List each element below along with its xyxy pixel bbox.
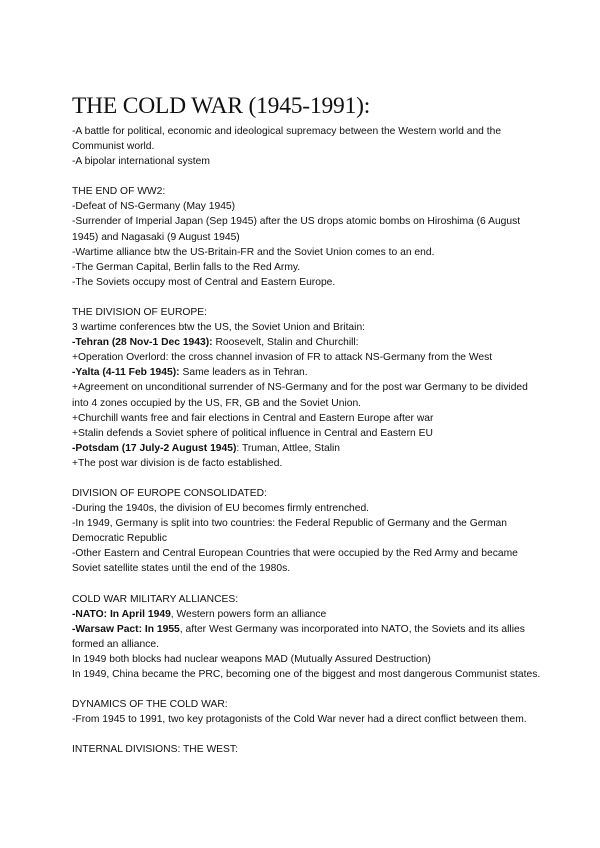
ww2-section [72,184,542,290]
ww2-line: -The Soviets occupy most of Central and Eastern Europe. [72,276,336,288]
warsaw-line [72,622,542,652]
consolidated-line: -In 1949, Germany is split into two countries: the Federal Republic of Germany and the German Democratic Republic [72,518,507,545]
division-intro: 3 wartime conferences btw the US, the Soviet Union and Britain: [72,322,366,334]
section-heading: DYNAMICS OF THE COLD WAR: [72,699,228,711]
nato-label: -NATO: In April 1949 [72,608,171,620]
section-heading: COLD WAR MILITARY ALLIANCES: [72,593,239,605]
tehran-text: Roosevelt, Stalin and Churchill: [212,337,359,349]
potsdam-label: -Potsdam (17 July-2 August 1945) [72,442,237,454]
dynamics-section [72,697,542,727]
stalin-line: +Stalin defends a Soviet sphere of political influence in Central and Eastern EU [72,427,433,439]
warsaw-label: -Warsaw Pact: In 1955 [72,623,180,635]
yalta-label: -Yalta (4-11 Feb 1945): [72,367,180,379]
mad-line: In 1949 both blocks had nuclear weapons MAD (Mutually Assured Destruction) [72,653,431,665]
china-line: In 1949, China became the PRC, becoming one of the biggest and most dangerous Communist states. [72,669,541,680]
tehran-label: -Tehran (28 Nov-1 Dec 1943): [72,337,213,349]
potsdam-line [72,441,542,456]
alliances-section [72,592,542,683]
section-heading: INTERNAL DIVISIONS: THE WEST: [72,744,238,756]
division-section [72,305,542,471]
intro-section [72,124,542,169]
internal-section [72,742,542,757]
agreement-line: +Agreement on unconditional surrender of NS-Germany and for the post war Germany to be divided into 4 zones occupied by the US, FR, GB and the Soviet Union. [72,382,528,409]
yalta-text: Same leaders as in Tehran. [179,367,308,379]
section-heading: THE END OF WW2: [72,186,166,198]
consolidated-section [72,486,542,577]
potsdam-text: : Truman, Attlee, Stalin [236,442,341,454]
warsaw-text: , after West Germany was incorporated into NATO, the Soviets and its allies formed an alliance. [72,623,525,650]
overlord-line: +Operation Overlord: the cross channel invasion of FR to attack NS-Germany from the West [72,352,493,364]
tehran-line [72,335,542,350]
churchill-line: +Churchill wants free and fair elections in Central and Eastern Europe after war [72,412,434,424]
consolidated-line: -Other Eastern and Central European Countries that were occupied by the Red Army and became Soviet satellite states until the end of the 1980s. [72,548,518,575]
nato-text: , Western powers form an alliance [170,608,327,620]
intro-line: -A battle for political, economic and ideological supremacy between the Western world and the Communist world. [72,126,502,153]
ww2-line: -Surrender of Imperial Japan (Sep 1945) after the US drops atomic bombs on Hiroshima (6 August 1945) and Nagasaki (9 August 1945) [72,216,521,243]
section-heading: THE DIVISION OF EUROPE: [72,306,208,318]
consolidated-line: -During the 1940s, the division of EU becomes firmly entrenched. [72,503,370,515]
nato-line [72,607,542,622]
dynamics-line: -From 1945 to 1991, two key protagonists of the Cold War never had a direct conflict between them. [72,714,527,726]
document-page [72,92,542,772]
section-heading: DIVISION OF EUROPE CONSOLIDATED: [72,487,267,499]
yalta-line [72,365,542,380]
ww2-line: -The German Capital, Berlin falls to the Red Army. [72,261,301,273]
ww2-line: -Defeat of NS-Germany (May 1945) [72,201,236,213]
ww2-line: -Wartime alliance btw the US-Britain-FR and the Soviet Union comes to an end. [72,246,435,258]
postwar-line: +The post war division is de facto established. [72,457,283,469]
intro-line: -A bipolar international system [72,156,210,168]
document-title: THE COLD WAR (1945-1991): [72,93,371,119]
